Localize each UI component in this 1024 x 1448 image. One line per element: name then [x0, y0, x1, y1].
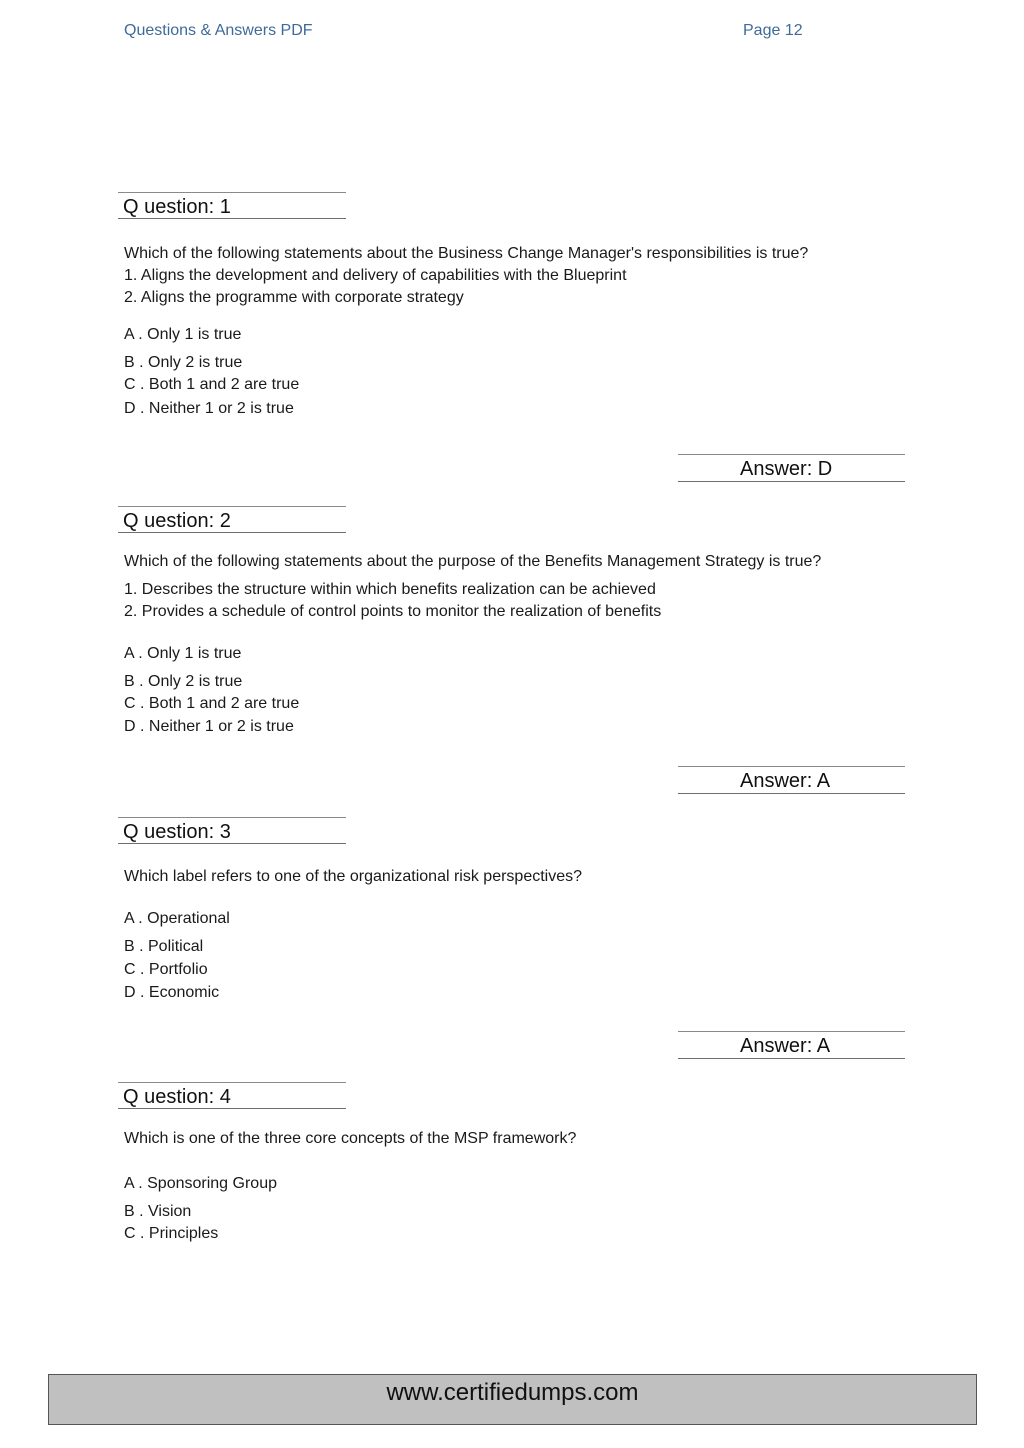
question-label: Q uestion: 2 — [123, 510, 231, 532]
answer-label: Answer: A — [740, 770, 831, 792]
question-3-option-c: C . Portfolio — [124, 961, 208, 978]
question-4-option-a: A . Sponsoring Group — [124, 1175, 277, 1192]
question-1-option-c: C . Both 1 and 2 are true — [124, 376, 300, 393]
question-label: Q uestion: 3 — [123, 821, 231, 843]
footer-url-link[interactable]: www.certifiedumps.com — [386, 1379, 639, 1406]
question-1-option-a: A . Only 1 is true — [124, 326, 242, 343]
question-2-statement-2: 2. Provides a schedule of control points to monitor the realization of benefits — [124, 603, 662, 620]
question-1-stem: Which of the following statements about the Business Change Manager's responsibilities is true? — [124, 245, 809, 262]
header-title: Questions & Answers PDF — [124, 22, 313, 39]
question-label: Q uestion: 4 — [123, 1086, 231, 1108]
question-3-stem: Which label refers to one of the organizational risk perspectives? — [124, 868, 583, 885]
question-2-heading — [118, 506, 346, 533]
question-3-option-b: B . Political — [124, 938, 204, 955]
answer-label: Answer: D — [740, 458, 833, 480]
question-2-answer — [678, 766, 905, 794]
question-3-heading — [118, 817, 346, 844]
question-1-statement-2: 2. Aligns the programme with corporate strategy — [124, 289, 464, 306]
question-1-answer — [678, 454, 905, 482]
question-label: Q uestion: 1 — [123, 196, 231, 218]
question-3-answer — [678, 1031, 905, 1059]
question-4-stem: Which is one of the three core concepts of the MSP framework? — [124, 1130, 577, 1147]
question-2-stem: Which of the following statements about the purpose of the Benefits Management Strategy is true? — [124, 553, 822, 570]
question-1-option-b: B . Only 2 is true — [124, 354, 243, 371]
question-3-option-d: D . Economic — [124, 984, 220, 1001]
question-4-option-b: B . Vision — [124, 1203, 192, 1220]
question-2-statement-1: 1. Describes the structure within which benefits realization can be achieved — [124, 581, 656, 598]
footer-banner — [48, 1374, 977, 1425]
question-4-option-c: C . Principles — [124, 1225, 219, 1242]
question-2-option-b: B . Only 2 is true — [124, 673, 243, 690]
question-2-option-c: C . Both 1 and 2 are true — [124, 695, 300, 712]
question-2-option-a: A . Only 1 is true — [124, 645, 242, 662]
question-1-heading — [118, 192, 346, 219]
question-2-option-d: D . Neither 1 or 2 is true — [124, 718, 294, 735]
question-4-heading — [118, 1082, 346, 1109]
question-1-statement-1: 1. Aligns the development and delivery of capabilities with the Blueprint — [124, 267, 627, 284]
question-3-option-a: A . Operational — [124, 910, 230, 927]
page-number: Page 12 — [743, 22, 803, 39]
question-1-option-d: D . Neither 1 or 2 is true — [124, 400, 294, 417]
answer-label: Answer: A — [740, 1035, 831, 1057]
